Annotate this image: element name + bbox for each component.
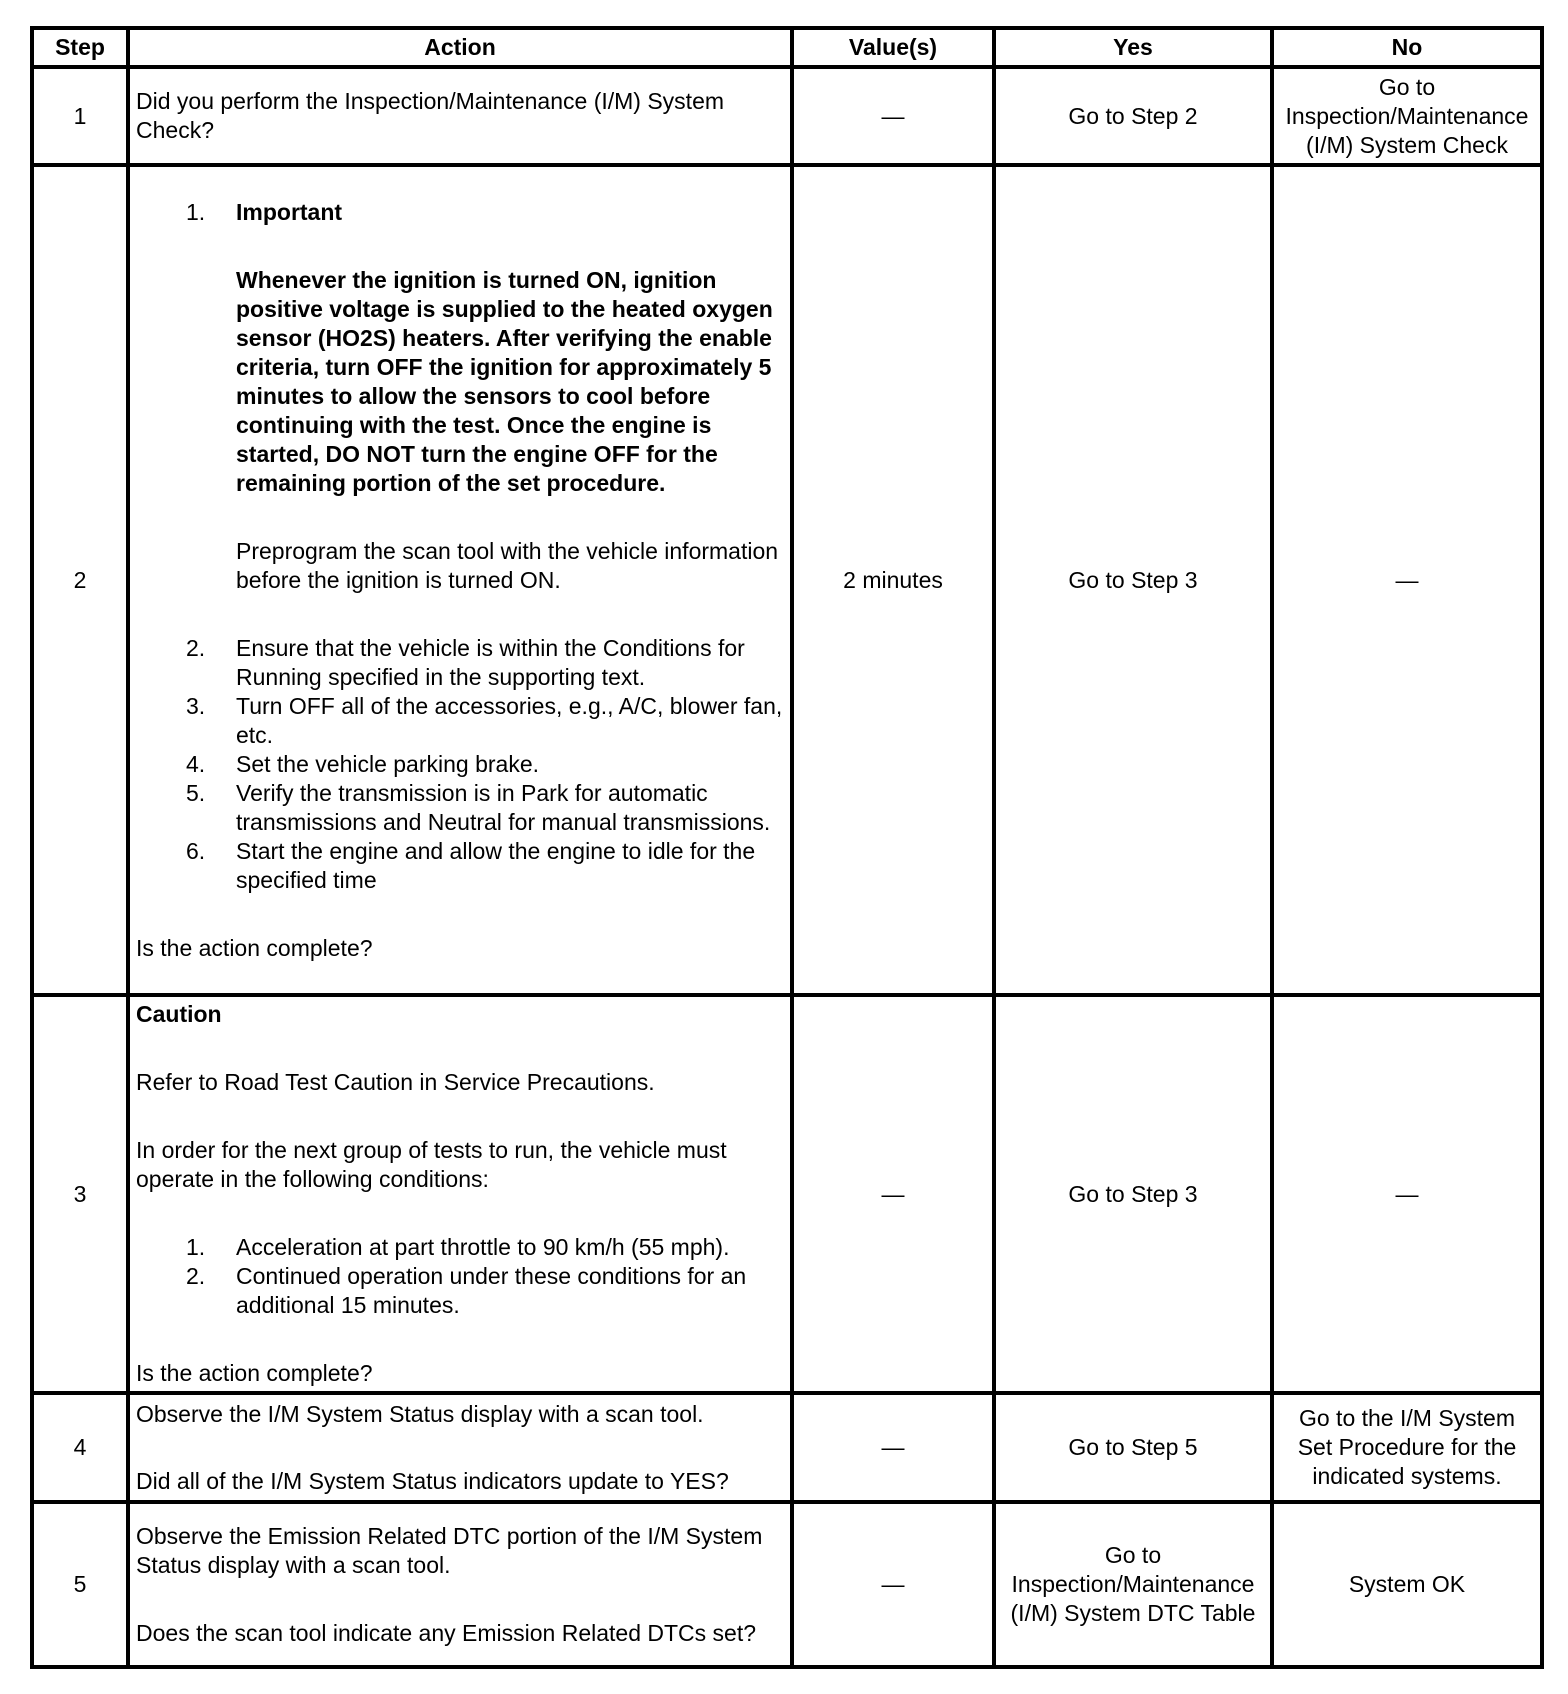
list-item-number: 2. <box>186 1263 206 1289</box>
table-row <box>32 1502 1542 1667</box>
table-row <box>32 995 1542 1393</box>
list-item <box>136 750 784 779</box>
list-item-text: Acceleration at part throttle to 90 km/h (55 mph). <box>236 1234 730 1260</box>
action-instruction: Observe the Emission Related DTC portion of the I/M System Status display with a scan tool. <box>136 1522 763 1578</box>
no-cell: Go to the I/M System Set Procedure for the indicated systems. <box>1272 1393 1542 1502</box>
table-row <box>32 67 1542 165</box>
yes-cell: Go to Step 3 <box>994 165 1272 995</box>
list-item-text: Ensure that the vehicle is within the Conditions for Running specified in the supporting text. <box>236 634 745 690</box>
list-item-text: Set the vehicle parking brake. <box>236 750 540 777</box>
action-instruction: Observe the I/M System Status display with a scan tool. <box>136 1400 704 1427</box>
list-item <box>136 634 784 692</box>
value-cell: — <box>792 67 994 165</box>
action-question: Is the action complete? <box>136 934 373 961</box>
yes-cell: Go to Inspection/Maintenance (I/M) System DTC Table <box>994 1502 1272 1667</box>
list-item-text: Verify the transmission is in Park for automatic transmissions and Neutral for manual transmissions. <box>236 779 771 835</box>
action-cell <box>128 1393 792 1502</box>
action-cell <box>128 1502 792 1667</box>
list-item <box>136 692 784 750</box>
step-number: 4 <box>32 1393 128 1502</box>
action-question: Is the action complete? <box>136 1360 373 1386</box>
value-cell: — <box>792 995 994 1393</box>
step-number: 3 <box>32 995 128 1393</box>
no-cell: System OK <box>1272 1502 1542 1667</box>
table-row <box>32 165 1542 995</box>
list-item-number: 4. <box>186 750 206 777</box>
table-row <box>32 1393 1542 1502</box>
no-cell: — <box>1272 995 1542 1393</box>
important-label: Important <box>236 198 343 225</box>
value-cell: 2 minutes <box>792 165 994 995</box>
yes-cell: Go to Step 3 <box>994 995 1272 1393</box>
header-values: Value(s) <box>792 28 994 67</box>
conditions-intro: In order for the next group of tests to run, the vehicle must operate in the following conditions: <box>136 1137 727 1192</box>
header-action: Action <box>128 28 792 67</box>
yes-cell: Go to Step 2 <box>994 67 1272 165</box>
action-question: Does the scan tool indicate any Emission Related DTCs set? <box>136 1619 757 1646</box>
list-item-number: 5. <box>186 779 206 806</box>
header-no: No <box>1272 28 1542 67</box>
preprogram-note: Preprogram the scan tool with the vehicle information before the ignition is turned ON. <box>236 537 779 593</box>
step-number: 5 <box>32 1502 128 1667</box>
no-cell: — <box>1272 165 1542 995</box>
action-question: Did you perform the Inspection/Maintenance (I/M) System Check? <box>136 88 725 143</box>
step-number: 1 <box>32 67 128 165</box>
yes-cell: Go to Step 5 <box>994 1393 1272 1502</box>
header-yes: Yes <box>994 28 1272 67</box>
value-cell: — <box>792 1502 994 1667</box>
procedure-list <box>136 198 784 895</box>
important-note: Whenever the ignition is turned ON, ignition positive voltage is supplied to the heated oxygen sensor (HO2S) heaters. After verifying the enable criteria, turn OFF the ignition for approximately 5 minutes to allow the sensors to cool before continuing with the test. Once the engine is started, DO NOT turn the engine OFF for the remaining portion of the set procedure. <box>236 266 773 496</box>
list-item <box>136 1262 784 1320</box>
list-item <box>136 1233 784 1262</box>
list-item-number: 3. <box>186 692 206 719</box>
step-number: 2 <box>32 165 128 995</box>
list-item-text: Continued operation under these conditions for an additional 15 minutes. <box>236 1263 747 1318</box>
caution-label: Caution <box>136 1001 222 1027</box>
list-item-number: 1. <box>186 198 206 225</box>
list-item-text: Start the engine and allow the engine to idle for the specified time <box>236 837 756 893</box>
caution-text: Refer to Road Test Caution in Service Precautions. <box>136 1069 655 1095</box>
list-item <box>136 837 784 895</box>
list-item-number: 1. <box>186 1234 206 1260</box>
action-cell <box>128 165 792 995</box>
list-item <box>136 198 784 634</box>
list-item <box>136 779 784 837</box>
list-item-number: 2. <box>186 634 206 661</box>
header-step: Step <box>32 28 128 67</box>
action-question: Did all of the I/M System Status indicators update to YES? <box>136 1467 729 1494</box>
value-cell: — <box>792 1393 994 1502</box>
list-item-number: 6. <box>186 837 206 864</box>
header-row <box>32 28 1542 67</box>
conditions-list <box>136 1233 784 1320</box>
list-item-text: Turn OFF all of the accessories, e.g., A/C, blower fan, etc. <box>236 692 783 748</box>
action-cell <box>128 995 792 1393</box>
no-cell: Go to Inspection/Maintenance (I/M) System Check <box>1272 67 1542 165</box>
diagnostic-table <box>30 26 1544 1669</box>
action-cell <box>128 67 792 165</box>
